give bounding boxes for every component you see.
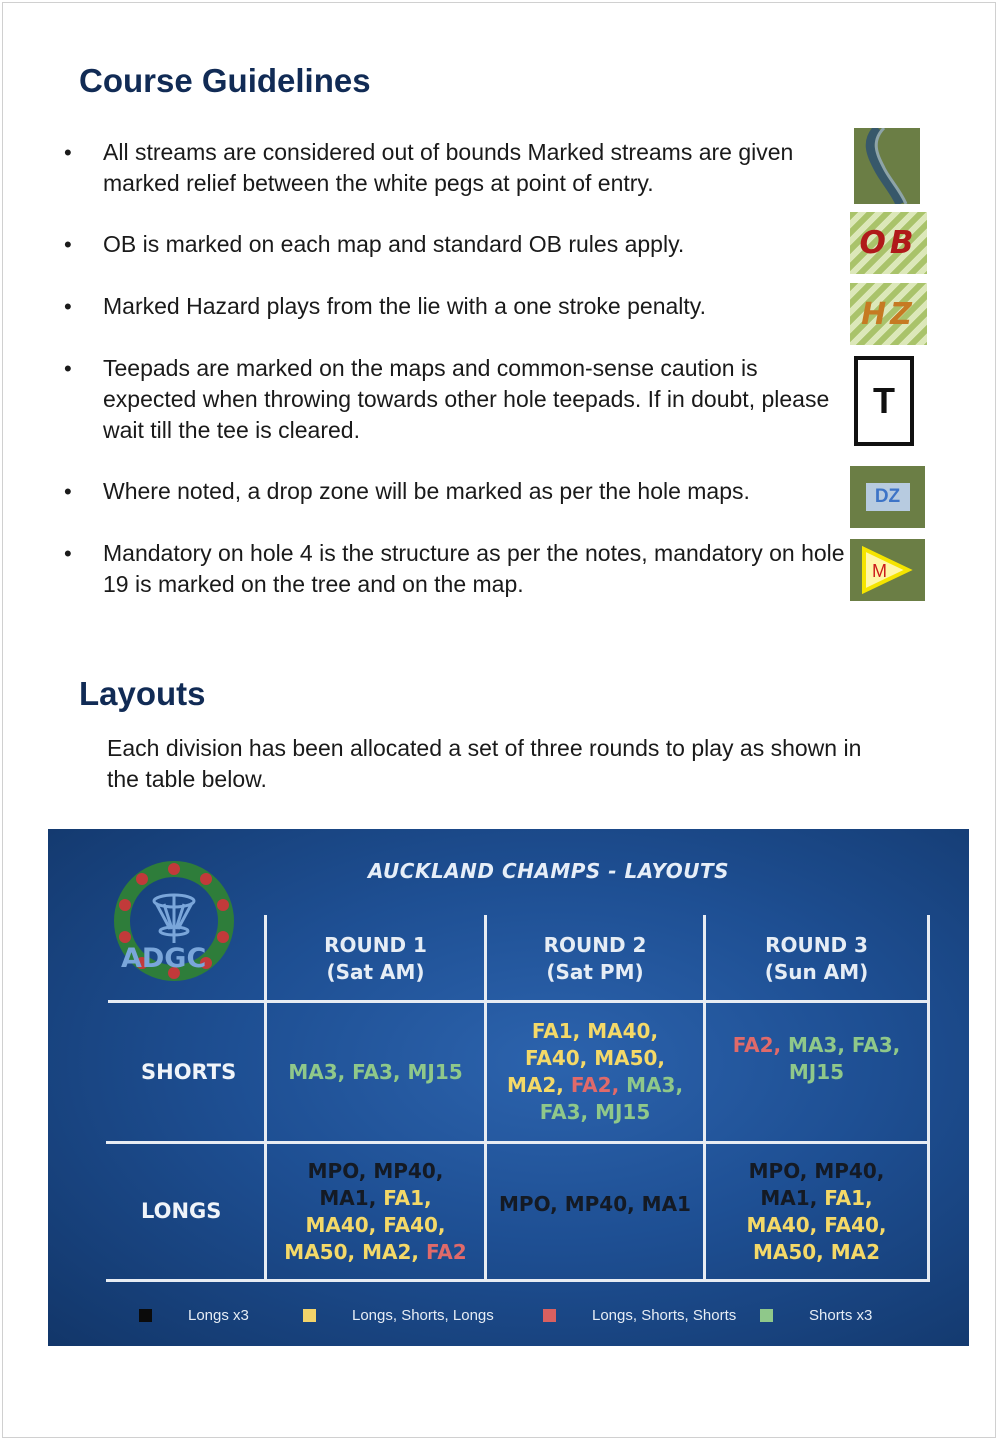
- guideline-text: Marked Hazard plays from the lie with a one stroke penalty.: [103, 293, 706, 319]
- legend-item: Shorts x3: [760, 1306, 872, 1324]
- legend-item: Longs, Shorts, Longs: [303, 1306, 494, 1324]
- teepad-icon: T: [854, 356, 914, 446]
- layouts-intro: Each division has been allocated a set of three rounds to play as shown in the table below.: [107, 735, 862, 792]
- cell-shorts-round-2: FA1, MA40, FA40, MA50, MA2, FA2, MA3, FA3, MJ15: [506, 1019, 684, 1124]
- guideline-text: Where noted, a drop zone will be marked as per the hole maps.: [103, 478, 750, 504]
- guideline-text: All streams are considered out of bounds Marked streams are given marked relief between the white pegs at point of entry.: [103, 139, 794, 196]
- column-header-round-2: ROUND 2 (Sat PM): [543, 933, 647, 984]
- bullet: •: [64, 479, 72, 504]
- guideline-text: Teepads are marked on the maps and common-sense caution is expected when throwing towards other hole teepads. If in doubt, please wait till the tee is cleared.: [103, 355, 830, 443]
- row-header-shorts: SHORTS: [141, 1060, 237, 1084]
- column-header-round-1: ROUND 1 (Sat AM): [324, 933, 427, 984]
- guideline-text: OB is marked on each map and standard OB rules apply.: [103, 231, 685, 257]
- cell-shorts-round-1: MA3, FA3, MJ15: [288, 1059, 463, 1084]
- drop-zone-icon: DZ: [850, 466, 925, 528]
- bullet: •: [64, 232, 72, 257]
- bullet: •: [64, 356, 72, 381]
- column-header-round-3: ROUND 3 (Sun AM): [764, 933, 869, 984]
- guidelines-heading: Course Guidelines: [79, 62, 371, 99]
- layouts-table-image: [48, 829, 969, 1346]
- bullet: •: [64, 294, 72, 319]
- mandatory-icon: M: [850, 539, 925, 601]
- panel-title: AUCKLAND CHAMPS - LAYOUTS: [367, 859, 730, 883]
- row-header-longs: LONGS: [141, 1199, 222, 1223]
- legend-item: Longs, Shorts, Shorts: [543, 1306, 736, 1324]
- ob-icon: OB: [850, 212, 927, 274]
- grid-line: [927, 915, 930, 1282]
- cell-longs-round-2: MPO, MP40, MA1: [499, 1191, 691, 1216]
- grid-line: [106, 1279, 930, 1282]
- bullet: •: [64, 140, 72, 165]
- cell-longs-round-3: MPO, MP40, MA1, FA1, MA40, FA40, MA50, MA2: [746, 1158, 887, 1264]
- cell-shorts-round-3: FA2, MA3, FA3, MJ15: [732, 1033, 901, 1084]
- layouts-heading: Layouts: [79, 675, 206, 712]
- legend-item: Longs x3: [139, 1306, 249, 1324]
- stream-icon: [854, 128, 920, 204]
- hazard-icon: HZ: [850, 283, 927, 345]
- cell-longs-round-1: MPO, MP40, MA1, FA1, MA40, FA40, MA50, MA2, FA2: [284, 1158, 467, 1264]
- guideline-text: Mandatory on hole 4 is the structure as per the notes, mandatory on hole 19 is marked on the tree and on the map.: [103, 540, 845, 597]
- bullet: •: [64, 541, 72, 566]
- logo-text: ADGC: [121, 943, 207, 974]
